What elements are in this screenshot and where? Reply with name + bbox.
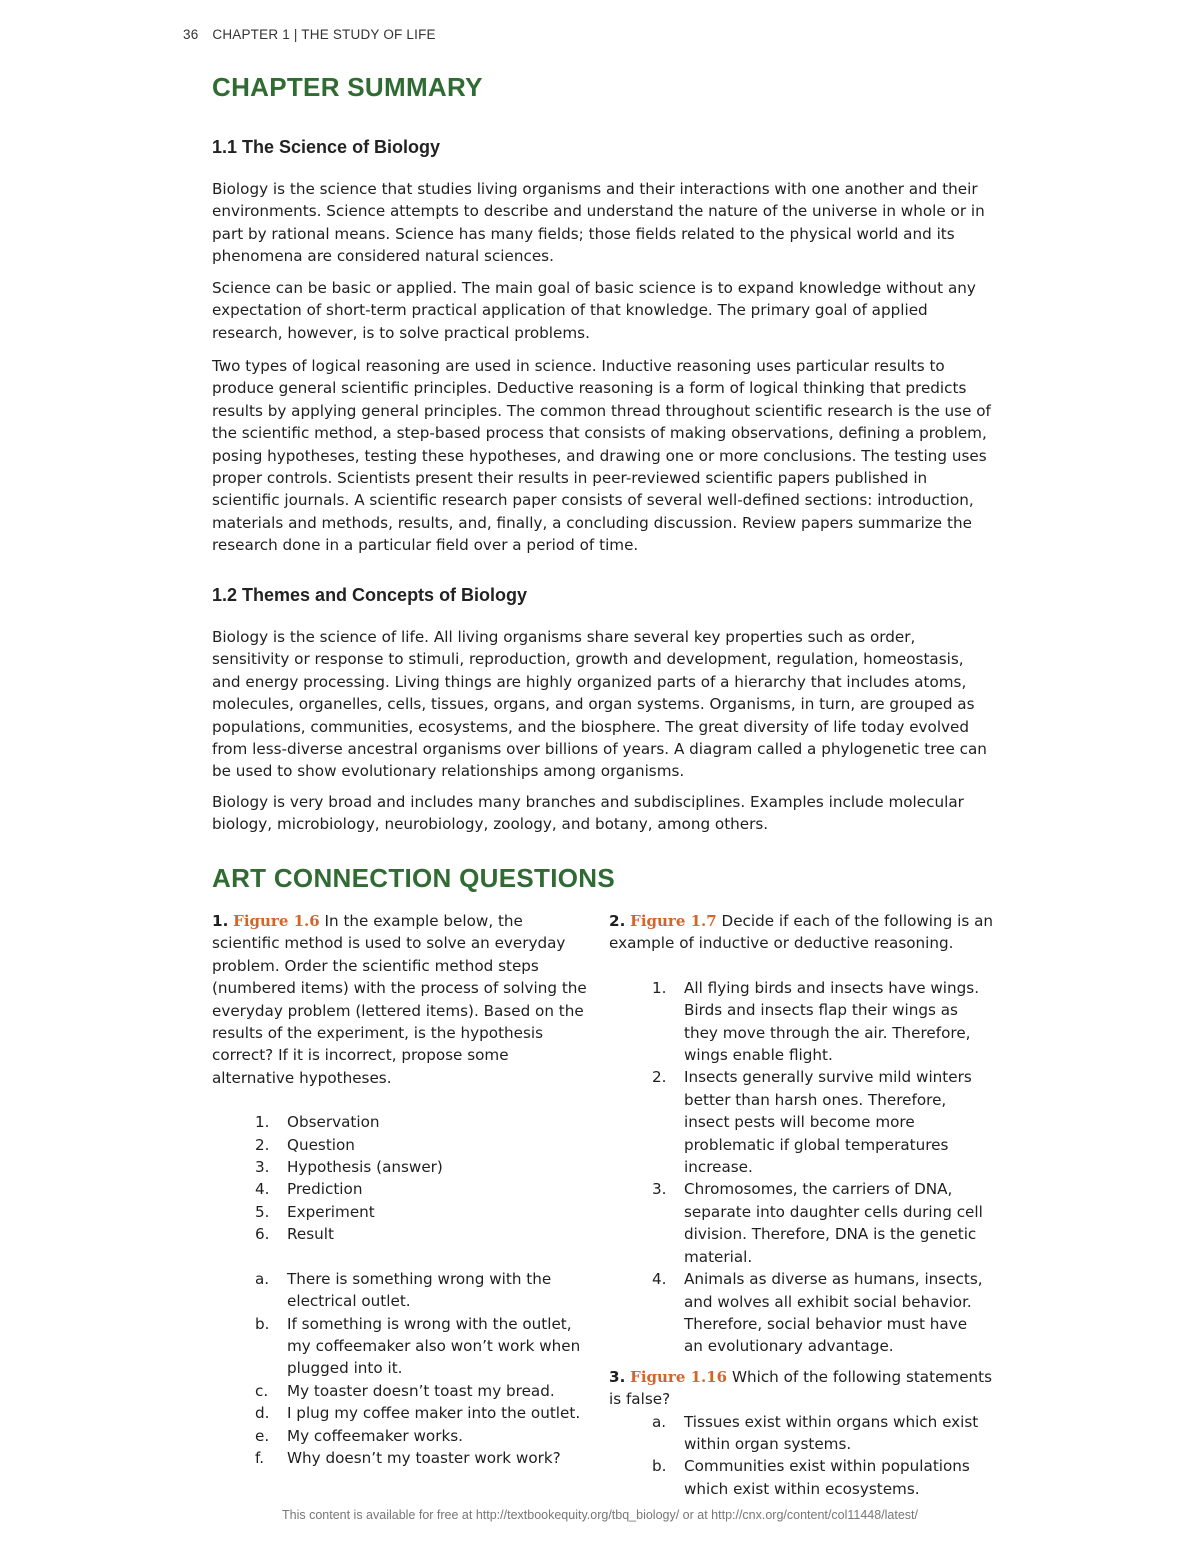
- section-1-1-paragraph: Science can be basic or applied. The main goal of basic science is to expand knowledge without any expectation of short-term practical application of that knowledge. The primary goal of applied research, however, is to solve practical problems.: [212, 279, 976, 342]
- list-item-text: Communities exist within populations which exist within ecosystems.: [684, 1457, 970, 1498]
- list-item-text: My coffeemaker works.: [287, 1426, 463, 1445]
- reasoning-list: [609, 977, 989, 1358]
- question-2-prompt: [609, 910, 994, 955]
- list-item-text: Why doesn’t my toaster work work?: [287, 1448, 561, 1467]
- list-item-text: Question: [287, 1135, 355, 1154]
- list-marker: 4.: [652, 1270, 667, 1289]
- list-item: [609, 1411, 989, 1456]
- list-marker: 1.: [652, 978, 667, 997]
- running-head-title: CHAPTER 1 | THE STUDY OF LIFE: [212, 27, 436, 42]
- items-list: [212, 1268, 582, 1470]
- list-item-text: Prediction: [287, 1180, 363, 1199]
- list-item: [609, 1066, 989, 1178]
- list-marker: 2.: [255, 1135, 270, 1154]
- list-item: [609, 1455, 989, 1500]
- question-text: In the example below, the scientific method is used to solve an everyday problem. Order the scientific method steps (numbered items) with the process of solving the everyday problem (lettered items). Based on the results of the experiment, is the hypothesis correct? If it is incorrect, propose some alternative hypotheses.: [212, 912, 587, 1087]
- chapter-summary-heading: CHAPTER SUMMARY: [212, 72, 483, 102]
- steps-list: [212, 1111, 592, 1245]
- list-item-text: Animals as diverse as humans, insects, and wolves all exhibit social behavior. Therefore, social behavior must have an evolutionary advantage.: [684, 1270, 983, 1356]
- list-item-text: I plug my coffee maker into the outlet.: [287, 1404, 581, 1423]
- running-head: [183, 27, 436, 42]
- figure-link[interactable]: Figure 1.7: [630, 912, 717, 930]
- question-1-prompt: [212, 910, 592, 1089]
- list-item: [212, 1223, 592, 1245]
- list-item: [212, 1313, 582, 1380]
- section-1-1-title: 1.1 The Science of Biology: [212, 137, 441, 157]
- page-number: 36: [183, 27, 199, 42]
- section-1-2-paragraph: Biology is very broad and includes many branches and subdisciplines. Examples include molecular biology, microbiology, neurobiology, zoology, and botany, among others.: [212, 793, 964, 834]
- list-item-text: Hypothesis (answer): [287, 1158, 443, 1177]
- statements-list: [609, 1411, 989, 1501]
- section-1-1-paragraph: Two types of logical reasoning are used in science. Inductive reasoning uses particular results to produce general scientific principles. Deductive reasoning is a form of logical thinking that predicts results by applying general principles. The common thread throughout scientific research is the use of the scientific method, a step-based process that consists of making observations, defining a problem, posing hypotheses, testing these hypotheses, and drawing one or more conclusions. The testing uses proper controls. Scientists present their results in peer-reviewed scientific papers published in scientific journals. A scientific research paper consists of several well-defined sections: introduction, materials and methods, results, and, finally, a concluding discussion. Review papers summarize the research done in a particular field over a period of time.: [212, 357, 991, 555]
- list-item: [609, 1178, 989, 1268]
- footer-text: This content is available for free at http://textbookequity.org/tbq_biology/ or at http://cnx.org/content/col11448/latest/: [281, 1508, 919, 1522]
- list-item: [212, 1447, 582, 1469]
- list-item: [212, 1111, 592, 1133]
- list-marker: 1.: [255, 1113, 270, 1132]
- figure-link[interactable]: Figure 1.6: [233, 912, 320, 930]
- list-marker: b.: [652, 1457, 667, 1476]
- list-item-text: My toaster doesn’t toast my bread.: [287, 1381, 555, 1400]
- list-item-text: There is something wrong with the electrical outlet.: [287, 1269, 552, 1311]
- figure-link[interactable]: Figure 1.16: [630, 1367, 728, 1386]
- section-1-1-paragraph: Biology is the science that studies living organisms and their interactions with one another and their environments. Science attempts to describe and understand the nature of the universe in whole or in part by rational means. Science has many fields; those fields related to the physical world and its phenomena are considered natural sciences.: [212, 180, 985, 266]
- list-marker: 3.: [652, 1180, 667, 1199]
- section-1-2-title: 1.2 Themes and Concepts of Biology: [212, 585, 528, 605]
- list-item: [212, 1380, 582, 1402]
- question-number: 3.: [609, 1367, 626, 1386]
- list-marker: a.: [255, 1269, 270, 1288]
- question-text: Which of the following statements is false?: [609, 1367, 993, 1409]
- list-item: [609, 1268, 989, 1358]
- list-item: [212, 1268, 582, 1313]
- list-item-text: Result: [287, 1225, 334, 1244]
- list-item: [212, 1156, 592, 1178]
- list-item: [609, 977, 989, 1067]
- list-marker: b.: [255, 1314, 270, 1333]
- art-connection-heading: ART CONNECTION QUESTIONS: [212, 863, 615, 893]
- list-marker: c.: [255, 1381, 269, 1400]
- question-number: 2.: [609, 912, 626, 930]
- question-text: Decide if each of the following is an example of inductive or deductive reasoning.: [609, 912, 993, 953]
- question-2: [609, 910, 994, 1500]
- list-marker: 2.: [652, 1068, 667, 1087]
- list-item: [212, 1178, 592, 1200]
- question-1: [212, 910, 592, 1469]
- list-item-text: Experiment: [287, 1202, 375, 1221]
- list-item: [212, 1402, 582, 1424]
- page-footer: [0, 1508, 1200, 1522]
- list-item: [212, 1425, 582, 1447]
- list-marker: 6.: [255, 1225, 270, 1244]
- list-item-text: All flying birds and insects have wings. Birds and insects flap their wings as they move through the air. Therefore, wings enable flight.: [684, 978, 980, 1065]
- question-3-prompt: [609, 1366, 994, 1411]
- list-marker: 3.: [255, 1158, 270, 1177]
- question-number: 1.: [212, 912, 229, 930]
- list-marker: d.: [255, 1404, 270, 1423]
- list-item: [212, 1201, 592, 1223]
- list-marker: e.: [255, 1426, 270, 1445]
- list-item-text: Insects generally survive mild winters better than harsh ones. Therefore, insect pests will become more problematic if global temperatures increase.: [684, 1068, 972, 1177]
- list-item-text: Tissues exist within organs which exist within organ systems.: [684, 1412, 979, 1453]
- list-marker: 4.: [255, 1180, 270, 1199]
- list-marker: f.: [255, 1448, 265, 1467]
- list-item-text: If something is wrong with the outlet, my coffeemaker also won’t work when plugged into it.: [287, 1314, 581, 1378]
- list-item: [212, 1134, 592, 1156]
- list-marker: 5.: [255, 1202, 270, 1221]
- list-item-text: Chromosomes, the carriers of DNA, separate into daughter cells during cell division. Therefore, DNA is the genetic material.: [684, 1180, 983, 1266]
- list-item-text: Observation: [287, 1113, 380, 1132]
- list-marker: a.: [652, 1412, 667, 1431]
- section-1-2-paragraph: Biology is the science of life. All living organisms share several key properties such as order, sensitivity or response to stimuli, reproduction, growth and development, regulation, homeostasis, and energy processing. Living things are highly organized parts of a hierarchy that includes atoms, molecules, organelles, cells, tissues, organs, and organ systems. Organisms, in turn, are grouped as populations, communities, ecosystems, and the biosphere. The great diversity of life today evolved from less-diverse ancestral organisms over billions of years. A diagram called a phylogenetic tree can be used to show evolutionary relationships among organisms.: [212, 628, 987, 781]
